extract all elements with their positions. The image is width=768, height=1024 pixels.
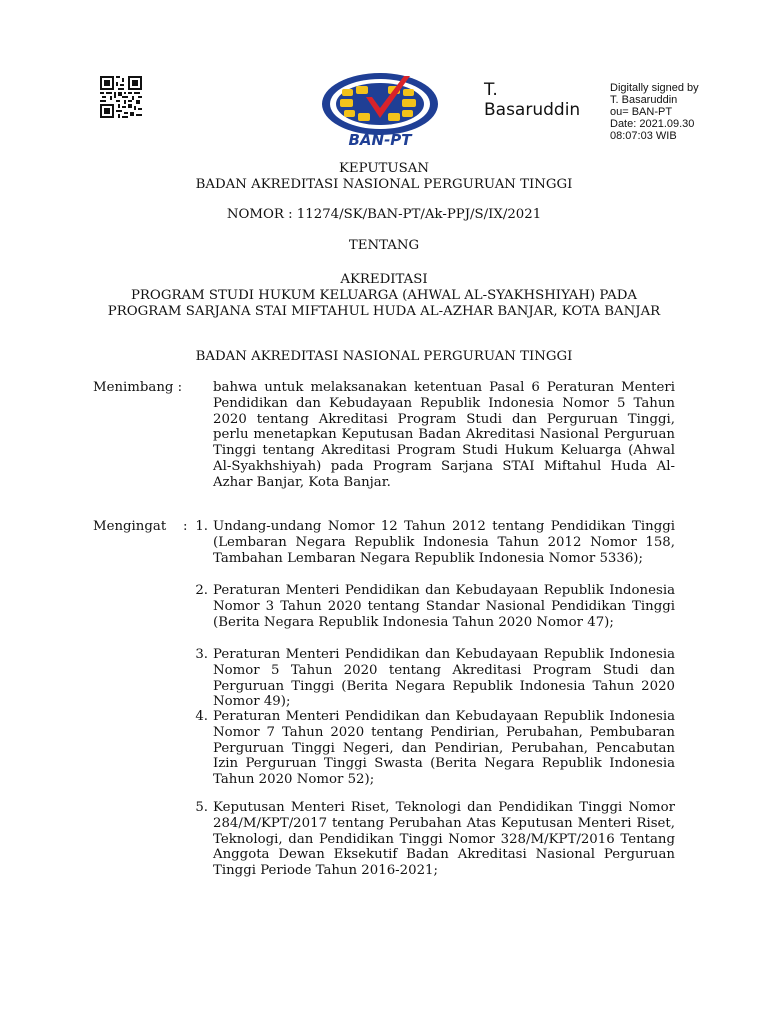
list-item-number: 5. — [195, 800, 208, 815]
menimbang-text: bahwa untuk melaksanakan ketentuan Pasal 6 Peraturan Menteri Pendidikan dan Kebudayaan Republik Indonesia Nomor 5 Tahun 2020 tentang Akreditasi Program Studi dan Perguruan Tinggi, perlu menetapkan Keputusan Badan Akreditasi Nasional Perguruan Tinggi tentang Akreditasi Program Studi Hukum Keluarga (Ahwal Al-Syakhshiyah) pada Program Sarjana STAI Miftahul Huda Al-Azhar Banjar, Kota Banjar. — [213, 380, 675, 490]
logo-text: BAN-PT — [348, 131, 412, 149]
signature-line: Digitally signed by — [610, 82, 699, 94]
list-item-number: 3. — [195, 647, 208, 662]
list-item: Keputusan Menteri Riset, Teknologi dan Pendidikan Tinggi Nomor 284/M/KPT/2017 tentang Perubahan Atas Keputusan Menteri Riset, Teknologi, dan Pendidikan Tinggi Nomor 328/M/KPT/2016 Tentang Anggota Dewan Eksekutif Badan Akreditasi Nasional Perguruan Tinggi Periode Tahun 2016-2021; — [213, 800, 675, 879]
menimbang-label: Menimbang : — [93, 380, 183, 395]
list-item: Undang-undang Nomor 12 Tahun 2012 tentang Pendidikan Tinggi (Lembaran Negara Republik Indonesia Tahun 2012 Nomor 158, Tambahan Lembaran Negara Republik Indonesia Nomor 5336); — [213, 519, 675, 566]
akreditasi-heading: AKREDITASI — [340, 272, 428, 287]
qr-code — [95, 76, 147, 118]
issuer-heading: BADAN AKREDITASI NASIONAL PERGURUAN TINGGI — [195, 349, 573, 364]
decree-number: NOMOR : 11274/SK/BAN-PT/Ak-PPJ/S/IX/2021 — [226, 207, 542, 222]
signature-line: 08:07:03 WIB — [610, 130, 677, 142]
list-item: Peraturan Menteri Pendidikan dan Kebudayaan Republik Indonesia Nomor 3 Tahun 2020 tentang Standar Nasional Pendidikan Tinggi (Berita Negara Republik Indonesia Tahun 2020 Nomor 47); — [213, 583, 675, 630]
decree-subject: PROGRAM STUDI HUKUM KELUARGA (AHWAL AL-SYAKHSHIYAH) PADA PROGRAM SARJANA STAI MIFTAHUL HUDA AL-AZHAR BANJAR, KOTA BANJAR — [107, 288, 661, 319]
issuing-body: BADAN AKREDITASI NASIONAL PERGURUAN TINGGI — [195, 177, 573, 192]
signature-line: ou= BAN-PT — [610, 106, 673, 118]
mengingat-colon: : — [183, 519, 188, 534]
signer-name: T. Basaruddin — [484, 80, 581, 120]
list-item-number: 2. — [195, 583, 208, 598]
list-item: Peraturan Menteri Pendidikan dan Kebudayaan Republik Indonesia Nomor 7 Tahun 2020 tentang Pendirian, Perubahan, Pembubaran Perguruan Tinggi Negeri, dan Pendirian, Perubahan, Pencabutan Izin Perguruan Tinggi Swasta (Berita Negara Republik Indonesia Tahun 2020 Nomor 52); — [213, 709, 675, 788]
tentang-heading: TENTANG — [348, 238, 420, 253]
mengingat-label: Mengingat — [93, 519, 167, 534]
list-item-number: 4. — [195, 709, 208, 724]
document-type: KEPUTUSAN — [339, 161, 429, 176]
signature-line: Date: 2021.09.30 — [610, 118, 695, 130]
digital-signature-block — [610, 82, 760, 142]
signature-line: T. Basaruddin — [610, 94, 678, 106]
ban-pt-logo — [318, 70, 443, 150]
list-item: Peraturan Menteri Pendidikan dan Kebudayaan Republik Indonesia Nomor 5 Tahun 2020 tentang Akreditasi Program Studi dan Perguruan Tinggi (Berita Negara Republik Indonesia Tahun 2020 Nomor 49); — [213, 647, 675, 710]
list-item-number: 1. — [195, 519, 208, 534]
